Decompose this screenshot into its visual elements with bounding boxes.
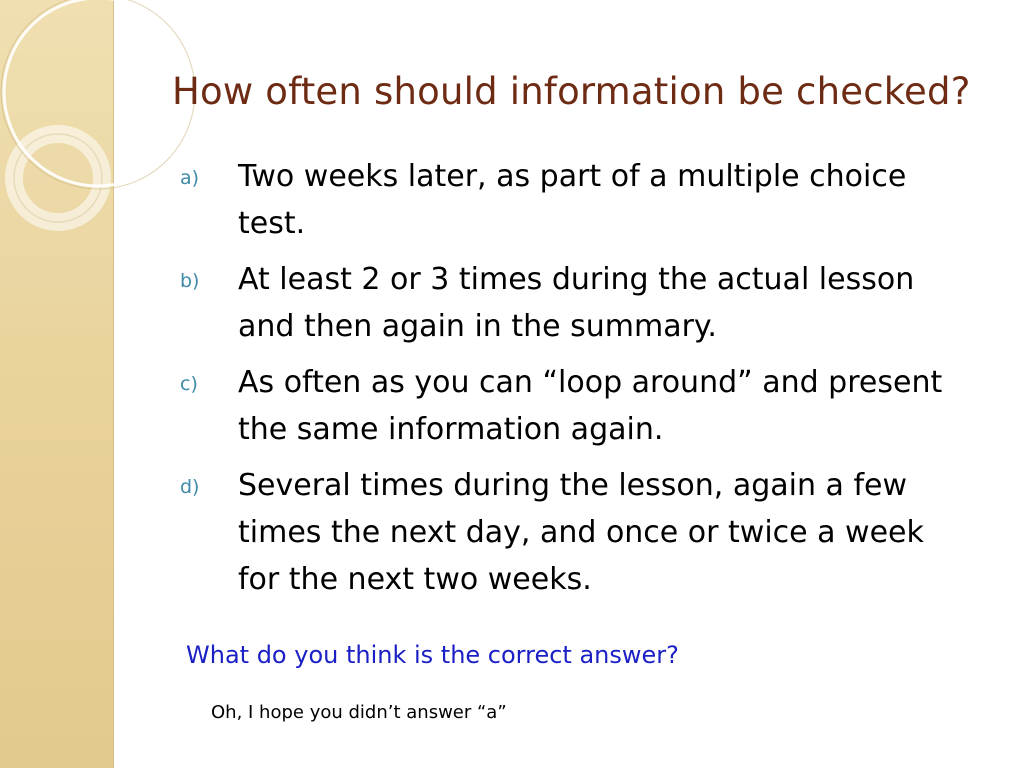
option-text: Two weeks later, as part of a multiple choice test. [238,159,907,241]
follow-up-note: Oh, I hope you didn’t answer “a” [211,702,507,723]
answer-options-list [180,153,950,612]
side-decoration-band [0,0,114,768]
option-text: At least 2 or 3 times during the actual lesson and then again in the summary. [238,262,915,344]
prompt-question: What do you think is the correct answer? [186,641,679,669]
answer-option-a [180,153,950,247]
slide-title: How often should information be checked? [172,70,971,113]
option-text: As often as you can “loop around” and present the same information again. [238,365,943,447]
option-letter: c) [180,373,198,395]
answer-option-c [180,359,950,453]
option-letter: b) [180,270,200,292]
answer-option-b [180,256,950,350]
option-letter: a) [180,167,200,189]
option-text: Several times during the lesson, again a few times the next day, and once or twice a week for the next two weeks. [238,468,924,597]
answer-option-d [180,462,950,603]
option-letter: d) [180,476,200,498]
